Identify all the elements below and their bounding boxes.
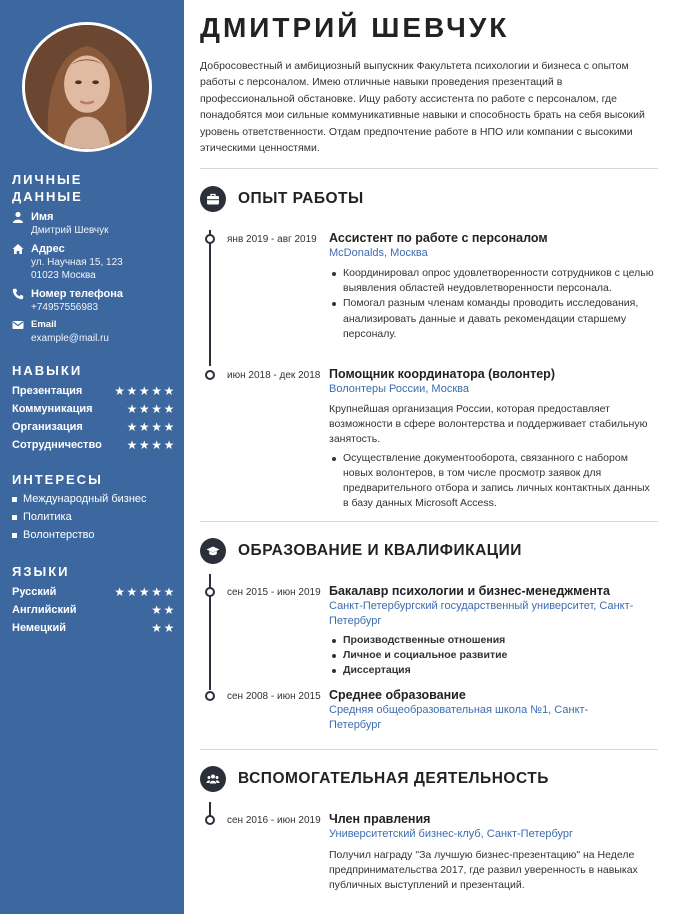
group-icon bbox=[200, 766, 226, 792]
skill-name: Презентация bbox=[12, 385, 83, 397]
entry-title: Член правления bbox=[329, 812, 431, 826]
language-name: Русский bbox=[12, 586, 57, 598]
bullet-item: Личное и социальное развитие bbox=[329, 648, 658, 663]
email-label: Email bbox=[31, 319, 57, 330]
skill-stars: ★★★★★ bbox=[114, 384, 176, 398]
activities-header bbox=[200, 764, 549, 794]
person-icon bbox=[12, 211, 24, 223]
sidebar bbox=[0, 0, 184, 914]
phone-value: +74957556983 bbox=[31, 301, 99, 313]
entry-description: Получил награду "За лучшую бизнес-презентацию" на Неделе предпринимательства 2017, где развил уверенность в навыках публичных выступлений и презентаций. bbox=[329, 849, 638, 892]
entry-date: сен 2016 - июн 2019 bbox=[227, 815, 321, 826]
interest-item bbox=[12, 526, 176, 544]
divider bbox=[200, 168, 658, 169]
language-stars: ★★★★★ bbox=[114, 585, 176, 599]
entry-description: Крупнейшая организация России, которая предоставляет возможности в сфере волонтерства и поддерживает стабильную занятость. bbox=[329, 403, 648, 446]
timeline-dot bbox=[205, 691, 215, 701]
bullet-item: Осуществление документооборота, связанного с набором новых волонтеров, в том числе просмотр заявок для предварительного отбора и запись личных контактных данных в базу данных Microsoft Access. bbox=[329, 451, 658, 512]
languages-title: ЯЗЫКИ bbox=[12, 564, 70, 579]
skill-name: Сотрудничество bbox=[12, 439, 102, 451]
graduation-cap-icon bbox=[200, 538, 226, 564]
skill-row bbox=[12, 436, 176, 454]
experience-header bbox=[200, 184, 364, 214]
entry-bullets bbox=[329, 633, 658, 679]
email-value: example@mail.ru bbox=[31, 333, 109, 344]
skill-stars: ★★★★ bbox=[126, 420, 176, 434]
email-icon bbox=[12, 319, 24, 331]
language-stars: ★★ bbox=[151, 603, 176, 617]
entry-organization: Волонтеры России, Москва bbox=[329, 383, 469, 395]
activity-entry bbox=[329, 811, 658, 894]
experience-entry bbox=[329, 366, 658, 511]
entry-organization: Средняя общеобразовательная школа №1, Санкт-Петербург bbox=[329, 704, 589, 731]
name-value: Дмитрий Шевчук bbox=[31, 225, 109, 236]
timeline-dot bbox=[205, 815, 215, 825]
skills-title: НАВЫКИ bbox=[12, 363, 83, 378]
address-value: ул. Научная 15, 123 01023 Москва bbox=[31, 256, 123, 281]
skill-stars: ★★★★ bbox=[126, 402, 176, 416]
education-entry bbox=[329, 687, 658, 733]
language-name: Английский bbox=[12, 604, 77, 616]
profile-photo bbox=[22, 22, 152, 152]
activities-title: ВСПОМОГАТЕЛЬНАЯ ДЕЯТЕЛЬНОСТЬ bbox=[238, 770, 549, 787]
timeline-dot bbox=[205, 234, 215, 244]
timeline-line bbox=[209, 230, 211, 366]
bullet-item: Помогал разным членам команды проводить исследования, анализировать данные и давать рекомендации старшему персоналу. bbox=[329, 296, 658, 342]
education-header bbox=[200, 536, 522, 566]
square-bullet-icon bbox=[12, 533, 17, 538]
personal-data-section bbox=[12, 171, 176, 346]
bullet-item: Диссертация bbox=[329, 663, 658, 678]
interests-section bbox=[12, 471, 176, 544]
square-bullet-icon bbox=[12, 515, 17, 520]
personal-phone-row bbox=[12, 287, 176, 315]
language-name: Немецкий bbox=[12, 622, 66, 634]
entry-date: сен 2008 - июн 2015 bbox=[227, 691, 321, 702]
timeline-dot bbox=[205, 370, 215, 380]
personal-name-row bbox=[12, 210, 176, 238]
interest-label: Международный бизнес bbox=[23, 493, 147, 505]
entry-title: Ассистент по работе с персоналом bbox=[329, 231, 548, 245]
briefcase-icon bbox=[200, 186, 226, 212]
name-label: Имя bbox=[31, 211, 54, 223]
interest-item bbox=[12, 490, 176, 508]
language-stars: ★★ bbox=[151, 621, 176, 635]
language-row bbox=[12, 601, 176, 619]
interest-label: Волонтерство bbox=[23, 529, 95, 541]
personal-email-row bbox=[12, 318, 176, 346]
skill-row bbox=[12, 400, 176, 418]
personal-data-title-1: ЛИЧНЫЕ bbox=[12, 172, 83, 187]
personal-address-row bbox=[12, 242, 176, 283]
entry-date: янв 2019 - авг 2019 bbox=[227, 234, 317, 245]
skill-row bbox=[12, 382, 176, 400]
education-entry bbox=[329, 583, 658, 679]
home-icon bbox=[12, 243, 24, 255]
divider bbox=[200, 749, 658, 750]
interest-item bbox=[12, 508, 176, 526]
entry-title: Бакалавр психологии и бизнес-менеджмента bbox=[329, 584, 610, 598]
entry-date: сен 2015 - июн 2019 bbox=[227, 587, 321, 598]
personal-data-title-2: ДАННЫЕ bbox=[12, 189, 83, 204]
education-title: ОБРАЗОВАНИЕ И КВАЛИФИКАЦИИ bbox=[238, 542, 522, 559]
skill-name: Коммуникация bbox=[12, 403, 93, 415]
square-bullet-icon bbox=[12, 497, 17, 502]
candidate-name: ДМИТРИЙ ШЕВЧУК bbox=[200, 12, 510, 43]
divider bbox=[200, 521, 658, 522]
entry-organization: Санкт-Петербургский государственный университет, Санкт-Петербург bbox=[329, 600, 634, 627]
entry-organization: Университетский бизнес-клуб, Санкт-Петербург bbox=[329, 828, 574, 840]
language-row bbox=[12, 583, 176, 601]
entry-organization: McDonalds, Москва bbox=[329, 247, 428, 259]
entry-title: Помощник координатора (волонтер) bbox=[329, 367, 555, 381]
interest-label: Политика bbox=[23, 511, 72, 523]
timeline-dot bbox=[205, 587, 215, 597]
experience-entry bbox=[329, 230, 658, 342]
entry-date: июн 2018 - дек 2018 bbox=[227, 370, 321, 381]
phone-icon bbox=[12, 288, 24, 300]
skills-section bbox=[12, 362, 176, 454]
portrait-image bbox=[25, 25, 149, 149]
summary-text: Добросовестный и амбициозный выпускник Факультета психологии и бизнеса с опытом работы с персоналом. Имею отличные навыки проведения презентаций в профессиональной обстановке. Ищу работу ассистента по работе с персоналом, где понадобятся мои сильные коммуникативные навыки и способность брать на себя высокий уровень ответственности. Отдам предпочтение работе в НПО или компании с высокими этическими ценностями. bbox=[200, 60, 645, 155]
bullet-item: Производственные отношения bbox=[329, 633, 658, 648]
bullet-item: Координировал опрос удовлетворенности сотрудников с целью выявления областей неудовлетворенности персонала. bbox=[329, 266, 658, 296]
experience-title: ОПЫТ РАБОТЫ bbox=[238, 190, 364, 207]
address-label: Адрес bbox=[31, 242, 65, 255]
interests-title: ИНТЕРЕСЫ bbox=[12, 472, 103, 487]
skill-stars: ★★★★ bbox=[126, 438, 176, 452]
entry-bullets bbox=[329, 451, 658, 512]
phone-label: Номер телефона bbox=[31, 287, 123, 300]
entry-bullets bbox=[329, 266, 658, 342]
skill-row bbox=[12, 418, 176, 436]
skill-name: Организация bbox=[12, 421, 83, 433]
entry-title: Среднее образование bbox=[329, 688, 466, 702]
language-row bbox=[12, 619, 176, 637]
languages-section bbox=[12, 563, 176, 637]
